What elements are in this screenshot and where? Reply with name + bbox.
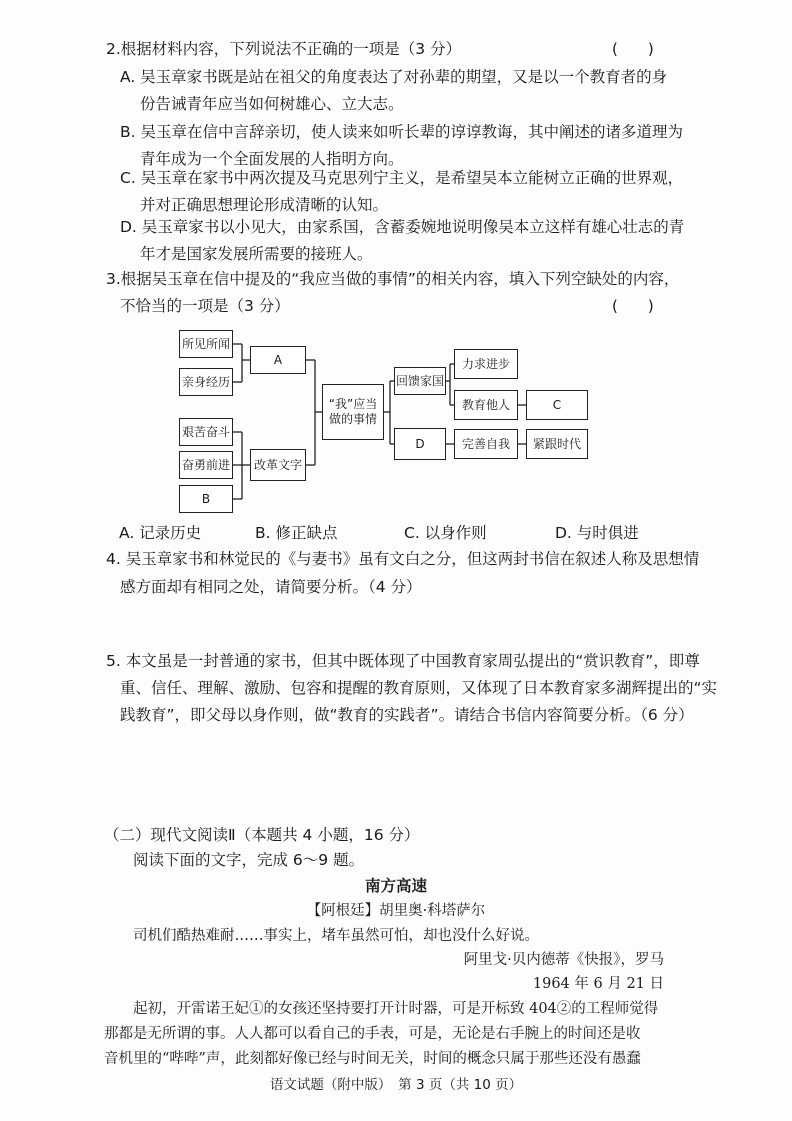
passage-paragraph-line3: 音机里的“哔哔”声，此刻都好像已经与时间无关，时间的概念只属于那些还没有愚蠢 xyxy=(104,1051,641,1067)
section2-instruction: 阅读下面的文字，完成 6～9 题。 xyxy=(133,851,365,869)
page-footer: 语文试题（附中版） 第 3 页（共 10 页） xyxy=(269,1077,523,1093)
q2-option-a-line2: 份告诫青年应当如何树雄心、立大志。 xyxy=(140,95,404,113)
diagram-center-line1: “我”应当 xyxy=(328,397,378,411)
q3-stem-line1: 3.根据吴玉章在信中提及的“我应当做的事情”的相关内容，填入下列空缺处的内容， xyxy=(106,270,680,288)
diagram-box-blank-b: B xyxy=(179,485,233,513)
epigraph-date: 1964 年 6 月 21 日 xyxy=(532,976,664,992)
q4-line2: 感方面却有相同之处，请简要分析。（4 分） xyxy=(120,578,422,596)
passage-paragraph-line2: 那都是无所谓的事。人人都可以看自己的手表，可是，无论是右手腕上的时间还是收 xyxy=(104,1026,641,1042)
passage-epigraph: 司机们酷热难耐……事实上，堵车虽然可怕，却也没什么好说。 xyxy=(133,928,539,944)
passage-author: 【阿根廷】胡里奥·科塔萨尔 xyxy=(306,903,486,919)
diagram-box-blank-d: D xyxy=(394,428,446,460)
q5-line2: 重、信任、理解、激励、包容和提醒的教育原则，又体现了日本教育家多湖辉提出的“实 xyxy=(120,679,718,697)
q5-line3: 践教育”，即父母以身作则，做“教育的实践者”。请结合书信内容简要分析。（6 分） xyxy=(120,706,694,724)
diagram-box-educate-others: 教育他人 xyxy=(454,390,518,420)
diagram-box-keep-pace: 紧跟时代 xyxy=(526,429,588,459)
q3-option-c: C. 以身作则 xyxy=(404,524,487,542)
passage-paragraph-line1: 起初，开雷诺王妃①的女孩还坚持要打开计时器，可是开标致 404②的工程师觉得 xyxy=(133,1001,659,1017)
passage-title: 南方高速 xyxy=(364,877,427,895)
diagram-box-hard-struggle: 艰苦奋斗 xyxy=(179,418,233,446)
diagram-box-blank-a: A xyxy=(250,346,306,374)
q2-option-d-line2: 年才是国家发展所需要的接班人。 xyxy=(140,245,373,263)
q3-option-a: A. 记录历史 xyxy=(119,524,202,542)
q5-line1: 5. 本文虽是一封普通的家书，但其中既体现了中国教育家周弘提出的“赏识教育”，即尊 xyxy=(106,652,700,670)
q2-option-b-line2: 青年成为一个全面发展的人指明方向。 xyxy=(140,150,404,168)
diagram-box-brave-forward: 奋勇前进 xyxy=(179,451,233,479)
diagram-box-repay-country: 回馈家国 xyxy=(394,367,446,395)
q3-option-d: D. 与时俱进 xyxy=(555,524,639,542)
epigraph-source: 阿里戈·贝内德蒂《快报》，罗马 xyxy=(463,952,664,968)
q2-option-b-line1: B. 吴玉章在信中言辞亲切，使人读来如听长辈的谆谆教诲，其中阐述的诸多道理为 xyxy=(120,123,683,141)
diagram-box-blank-c: C xyxy=(526,390,588,420)
diagram-box-strive-progress: 力求进步 xyxy=(454,349,518,379)
q3-option-b: B. 修正缺点 xyxy=(255,524,338,542)
diagram-center-line2: 做的事情 xyxy=(328,412,377,426)
diagram-box-reform-writing: 改革文字 xyxy=(250,449,306,481)
q2-stem: 2.根据材料内容，下列说法不正确的一项是（3 分） xyxy=(106,40,462,58)
q2-answer-paren: ( ) xyxy=(612,40,654,58)
diagram-box-perfect-self: 完善自我 xyxy=(454,429,518,459)
q2-option-a-line1: A. 吴玉章家书既是站在祖父的角度表达了对孙辈的期望，又是以一个教育者的身 xyxy=(120,68,668,86)
q3-answer-paren: ( ) xyxy=(612,297,654,315)
q2-option-c-line2: 并对正确思想理论形成清晰的认知。 xyxy=(140,196,389,214)
q2-option-d-line1: D. 吴玉章家书以小见大，由家系国，含蓄委婉地说明像吴本立这样有雄心壮志的青 xyxy=(120,218,685,236)
q4-line1: 4. 吴玉章家书和林觉民的《与妻书》虽有文白之分，但这两封书信在叙述人称及思想情 xyxy=(106,550,700,568)
q3-stem-line2: 不恰当的一项是（3 分） xyxy=(120,297,290,315)
section2-heading: （二）现代文阅读Ⅱ（本题共 4 小题，16 分） xyxy=(104,826,420,844)
diagram-box-center xyxy=(322,384,384,440)
q2-option-c-line1: C. 吴玉章在家书中两次提及马克思列宁主义，是希望吴本立能树立正确的世界观， xyxy=(120,169,684,187)
diagram-box-experience: 亲身经历 xyxy=(179,368,233,396)
diagram-box-seen-heard: 所见所闻 xyxy=(179,330,233,358)
